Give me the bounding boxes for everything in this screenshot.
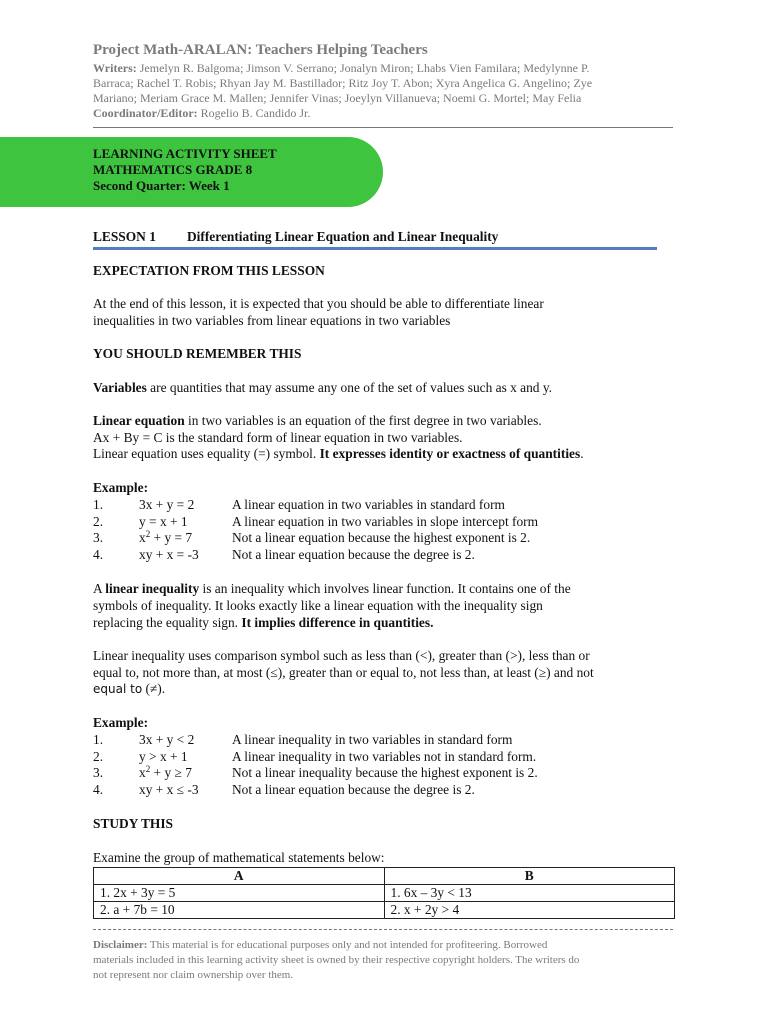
writers-line-1: Writers: Jemelyn R. Balgoma; Jimson V. Serrano; Jonalyn Miron; Lhabs Vien Familara; Medylynne P. xyxy=(93,61,590,75)
linear-inequality-term: linear inequality xyxy=(105,581,200,596)
lesson-title: Differentiating Linear Equation and Linear Inequality xyxy=(187,229,499,244)
coordinator-label: Coordinator/Editor: xyxy=(93,106,198,120)
writers-line-3: Mariano; Meriam Grace M. Mallen; Jennifer Vinas; Joeylyn Villanueva; Noemi G. Mortel; May Felia xyxy=(93,91,582,105)
coordinator-line: Coordinator/Editor: Rogelio B. Candido Jr. xyxy=(93,106,311,120)
study-heading: STUDY THIS xyxy=(93,816,174,831)
table-cell: 2. a + 7b = 10 xyxy=(94,902,385,919)
writers-label: Writers: xyxy=(93,61,137,75)
list-item: 4. xy + x = -3 Not a linear equation because the degree is 2. xyxy=(93,547,475,562)
equality-line: Linear equation uses equality (=) symbol. It expresses identity or exactness of quantities. xyxy=(93,446,584,461)
example-1-heading: Example: xyxy=(93,480,149,495)
comparison-line-2: equal to, not more than, at most (≤), greater than or equal to, not less than, at least (≥) and not xyxy=(93,665,594,680)
column-a-header: A xyxy=(94,868,385,885)
comparison-line-1: Linear inequality uses comparison symbol such as less than (<), greater than (>), less than or xyxy=(93,648,590,663)
banner-line-2: MATHEMATICS GRADE 8 xyxy=(93,162,253,177)
table-header-row xyxy=(94,868,675,885)
linear-equation-definition: Linear equation in two variables is an equation of the first degree in two variables. xyxy=(93,413,542,428)
banner-line-1: LEARNING ACTIVITY SHEET xyxy=(93,146,277,161)
variables-definition: Variables are quantities that may assume any one of the set of values such as x and y. xyxy=(93,380,553,395)
expectation-line-2: inequalities in two variables from linear equations in two variables xyxy=(93,313,451,328)
table-row xyxy=(94,885,675,902)
statements-table xyxy=(93,867,675,919)
disclaimer: Disclaimer: This material is for educational purposes only and not intended for profiteering. Borrowed materials included in this learning activity sheet is owned by their respective copyright holders. The writers do not represent nor claim ownership over them. xyxy=(93,939,580,981)
expectation-line-1: At the end of this lesson, it is expected that you should be able to differentiate linear xyxy=(93,296,544,311)
standard-form-line: Ax + By = C is the standard form of linear equation in two variables. xyxy=(93,430,463,445)
expectation-heading: EXPECTATION FROM THIS LESSON xyxy=(93,263,325,278)
list-item: 3. $x^2 + y = 7$ Not a linear equation because the highest exponent is 2. xyxy=(93,529,531,545)
lesson-number: LESSON 1 xyxy=(93,229,156,244)
inequality-line-2: symbols of inequality. It looks exactly like a linear equation with the inequality sign xyxy=(93,598,543,613)
example-2-heading: Example: xyxy=(93,715,149,730)
variables-term: Variables xyxy=(93,380,147,395)
list-item: 1. 3x + y < 2 A linear inequality in two variables in standard form xyxy=(93,732,513,747)
list-item: 3. $x^2 + y \ge 7$ Not a linear inequality because the highest exponent is 2. xyxy=(93,764,538,780)
linear-equation-term: Linear equation xyxy=(93,413,185,428)
banner-text xyxy=(93,146,277,194)
table-row xyxy=(94,902,675,919)
footer-divider xyxy=(93,929,673,930)
inequality-line-3: replacing the equality sign. It implies difference in quantities. xyxy=(93,615,434,630)
table-cell: 1. 6x – 3y < 13 xyxy=(384,885,675,902)
writers-line-2: Barraca; Rachel T. Robis; Rhyan Jay M. Bastillador; Ritz Joy T. Abon; Xyra Angelica G. Angelino; Zye xyxy=(93,76,593,90)
remember-heading: YOU SHOULD REMEMBER THIS xyxy=(93,346,302,361)
table-cell: 1. 2x + 3y = 5 xyxy=(94,885,385,902)
header-divider xyxy=(93,127,673,128)
list-item: 4. xy + x ≤ -3 Not a linear equation because the degree is 2. xyxy=(93,782,475,797)
inequality-line-1: A linear inequality is an inequality which involves linear function. It contains one of the xyxy=(93,581,571,596)
credits-block xyxy=(93,61,653,121)
list-item: 2. y > x + 1 A linear inequality in two variables not in standard form. xyxy=(93,749,537,764)
column-b-header: B xyxy=(384,868,675,885)
study-intro: Examine the group of mathematical statements below: xyxy=(93,850,385,865)
list-item: 1. 3x + y = 2 A linear equation in two variables in standard form xyxy=(93,497,505,512)
table-cell: 2. x + 2y > 4 xyxy=(384,902,675,919)
list-item: 2. y = x + 1 A linear equation in two variables in slope intercept form xyxy=(93,514,539,529)
disclaimer-label: Disclaimer: xyxy=(93,939,148,951)
banner-line-3: Second Quarter: Week 1 xyxy=(93,178,230,193)
comparison-line-3: equal to (≠). xyxy=(93,681,166,696)
project-title: Project Math-ARALAN: Teachers Helping Teachers xyxy=(93,42,428,58)
lesson-divider xyxy=(93,247,657,250)
